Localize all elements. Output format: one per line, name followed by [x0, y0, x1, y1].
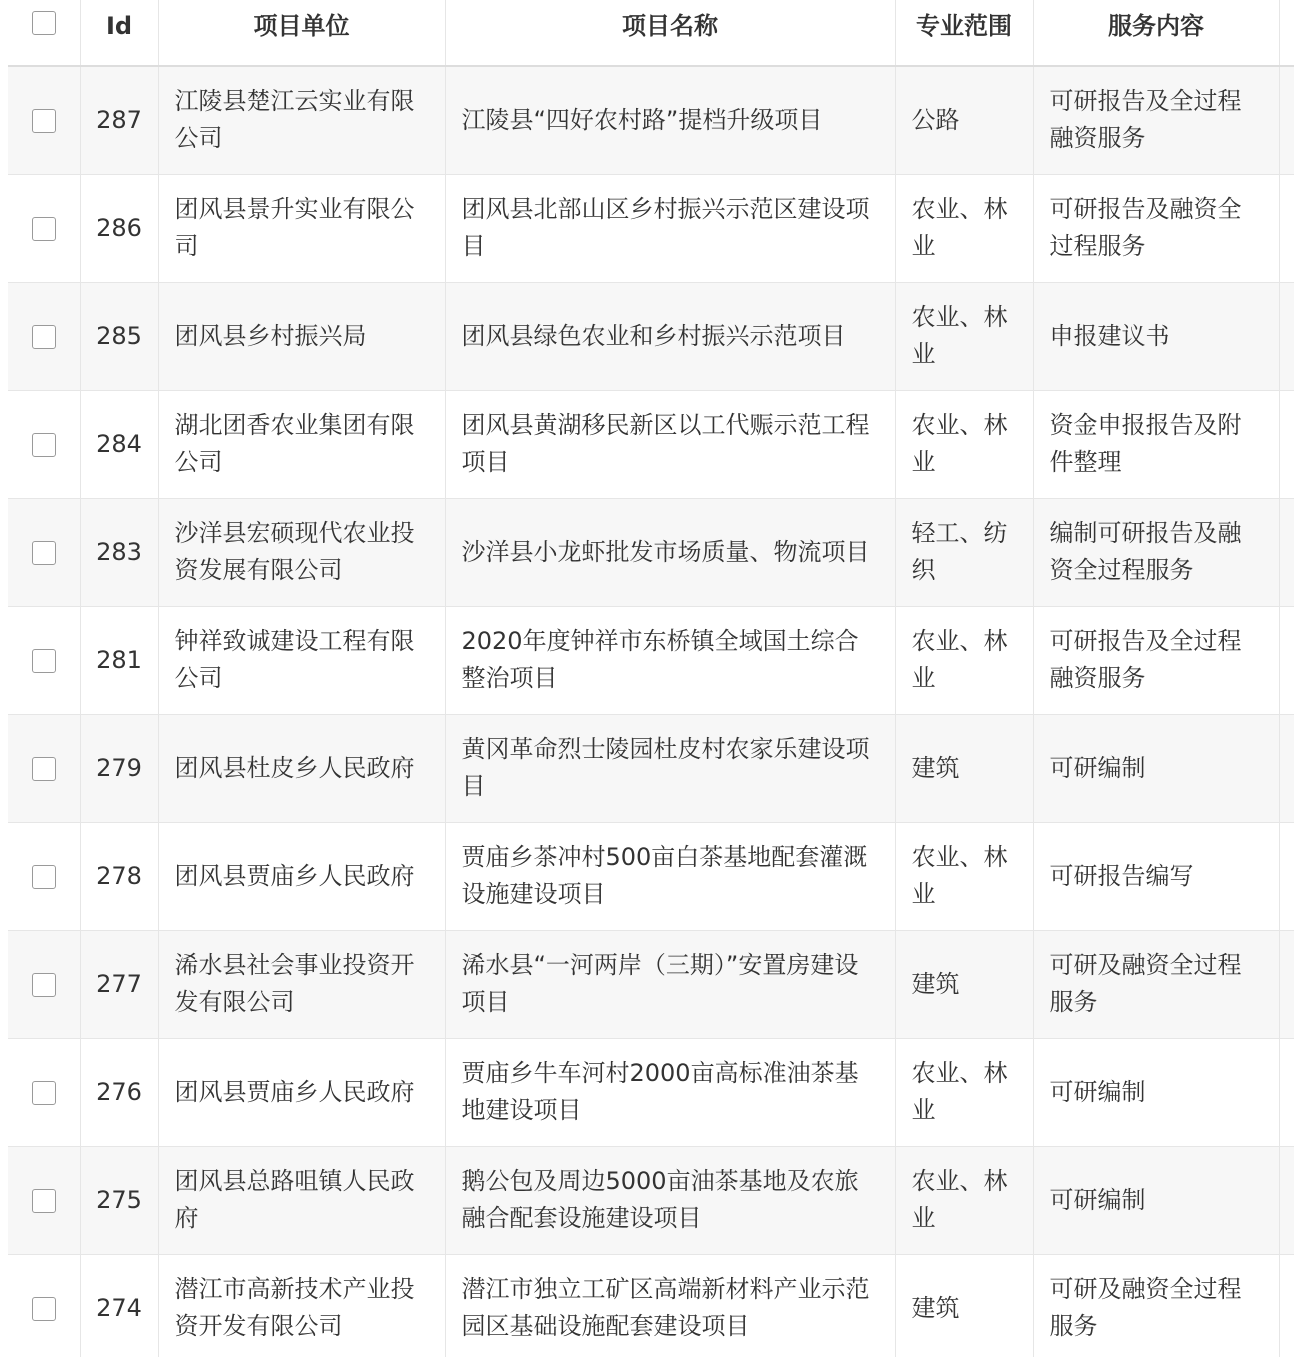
row-id: 285: [80, 282, 158, 390]
row-extra-cell: [1279, 930, 1294, 1038]
row-service: 可研及融资全过程服务: [1033, 930, 1279, 1038]
row-name: 江陵县“四好农村路”提档升级项目: [445, 66, 895, 174]
table-row[interactable]: [8, 174, 1294, 282]
row-extra-cell: [1279, 282, 1294, 390]
table-row[interactable]: [8, 1146, 1294, 1254]
row-scope: 农业、林业: [895, 282, 1033, 390]
row-select-cell: [8, 930, 80, 1038]
row-checkbox[interactable]: [32, 757, 56, 781]
row-select-cell: [8, 714, 80, 822]
row-extra-cell: [1279, 390, 1294, 498]
row-name: 2020年度钟祥市东桥镇全域国土综合整治项目: [445, 606, 895, 714]
row-scope: 农业、林业: [895, 822, 1033, 930]
row-id: 277: [80, 930, 158, 1038]
row-name: 浠水县“一河两岸（三期）”安置房建设项目: [445, 930, 895, 1038]
row-extra-cell: [1279, 822, 1294, 930]
row-extra-cell: [1279, 66, 1294, 174]
row-scope: 公路: [895, 66, 1033, 174]
row-unit: 钟祥致诚建设工程有限公司: [158, 606, 445, 714]
header-select-all-cell: [8, 0, 80, 66]
row-extra-cell: [1279, 714, 1294, 822]
table-row[interactable]: [8, 498, 1294, 606]
row-id: 276: [80, 1038, 158, 1146]
row-name: 团风县北部山区乡村振兴示范区建设项目: [445, 174, 895, 282]
project-table-container: [8, 0, 1294, 1357]
row-scope: 轻工、纺织: [895, 498, 1033, 606]
row-scope: 建筑: [895, 930, 1033, 1038]
row-select-cell: [8, 822, 80, 930]
row-checkbox[interactable]: [32, 1081, 56, 1105]
row-id: 281: [80, 606, 158, 714]
row-select-cell: [8, 606, 80, 714]
row-select-cell: [8, 174, 80, 282]
row-service: 可研编制: [1033, 714, 1279, 822]
row-scope: 农业、林业: [895, 174, 1033, 282]
row-unit: 团风县贾庙乡人民政府: [158, 822, 445, 930]
header-extra: [1279, 0, 1294, 66]
project-table: [8, 0, 1294, 1357]
row-extra-cell: [1279, 606, 1294, 714]
row-checkbox[interactable]: [32, 433, 56, 457]
row-id: 284: [80, 390, 158, 498]
row-checkbox[interactable]: [32, 109, 56, 133]
row-select-cell: [8, 1254, 80, 1357]
table-row[interactable]: [8, 822, 1294, 930]
row-scope: 建筑: [895, 714, 1033, 822]
row-extra-cell: [1279, 1038, 1294, 1146]
row-id: 274: [80, 1254, 158, 1357]
row-unit: 团风县总路咀镇人民政府: [158, 1146, 445, 1254]
row-unit: 江陵县楚江云实业有限公司: [158, 66, 445, 174]
row-name: 潜江市独立工矿区高端新材料产业示范园区基础设施配套建设项目: [445, 1254, 895, 1357]
row-unit: 浠水县社会事业投资开发有限公司: [158, 930, 445, 1038]
header-name[interactable]: 项目名称: [445, 0, 895, 66]
row-name: 贾庙乡牛车河村2000亩高标准油茶基地建设项目: [445, 1038, 895, 1146]
row-unit: 团风县杜皮乡人民政府: [158, 714, 445, 822]
row-service: 可研报告编写: [1033, 822, 1279, 930]
header-scope[interactable]: 专业范围: [895, 0, 1033, 66]
row-extra-cell: [1279, 1254, 1294, 1357]
row-unit: 团风县乡村振兴局: [158, 282, 445, 390]
row-service: 可研报告及全过程融资服务: [1033, 66, 1279, 174]
row-unit: 沙洋县宏硕现代农业投资发展有限公司: [158, 498, 445, 606]
row-name: 沙洋县小龙虾批发市场质量、物流项目: [445, 498, 895, 606]
row-select-cell: [8, 390, 80, 498]
row-select-cell: [8, 1146, 80, 1254]
table-row[interactable]: [8, 1038, 1294, 1146]
row-extra-cell: [1279, 174, 1294, 282]
row-checkbox[interactable]: [32, 973, 56, 997]
row-scope: 农业、林业: [895, 606, 1033, 714]
row-checkbox[interactable]: [32, 217, 56, 241]
row-name: 贾庙乡茶冲村500亩白茶基地配套灌溉设施建设项目: [445, 822, 895, 930]
header-unit[interactable]: 项目单位: [158, 0, 445, 66]
table-row[interactable]: [8, 282, 1294, 390]
row-service: 申报建议书: [1033, 282, 1279, 390]
select-all-checkbox[interactable]: [32, 11, 56, 35]
table-row[interactable]: [8, 66, 1294, 174]
row-unit: 潜江市高新技术产业投资开发有限公司: [158, 1254, 445, 1357]
row-checkbox[interactable]: [32, 325, 56, 349]
row-service: 资金申报报告及附件整理: [1033, 390, 1279, 498]
row-service: 可研报告及融资全过程服务: [1033, 174, 1279, 282]
row-id: 279: [80, 714, 158, 822]
row-id: 275: [80, 1146, 158, 1254]
row-id: 287: [80, 66, 158, 174]
table-row[interactable]: [8, 930, 1294, 1038]
row-id: 283: [80, 498, 158, 606]
row-scope: 农业、林业: [895, 1038, 1033, 1146]
table-row[interactable]: [8, 606, 1294, 714]
row-select-cell: [8, 1038, 80, 1146]
row-name: 团风县黄湖移民新区以工代赈示范工程项目: [445, 390, 895, 498]
table-body: [8, 66, 1294, 1357]
row-unit: 团风县贾庙乡人民政府: [158, 1038, 445, 1146]
row-select-cell: [8, 282, 80, 390]
row-service: 可研编制: [1033, 1146, 1279, 1254]
row-select-cell: [8, 498, 80, 606]
table-row[interactable]: [8, 390, 1294, 498]
row-service: 可研报告及全过程融资服务: [1033, 606, 1279, 714]
table-row[interactable]: [8, 1254, 1294, 1357]
row-id: 286: [80, 174, 158, 282]
row-scope: 农业、林业: [895, 1146, 1033, 1254]
table-header-row: [8, 0, 1294, 66]
row-name: 黄冈革命烈士陵园杜皮村农家乐建设项目: [445, 714, 895, 822]
row-extra-cell: [1279, 498, 1294, 606]
row-name: 团风县绿色农业和乡村振兴示范项目: [445, 282, 895, 390]
row-id: 278: [80, 822, 158, 930]
row-checkbox[interactable]: [32, 649, 56, 673]
header-id[interactable]: Id: [80, 0, 158, 66]
row-unit: 团风县景升实业有限公司: [158, 174, 445, 282]
row-checkbox[interactable]: [32, 541, 56, 565]
row-checkbox[interactable]: [32, 1297, 56, 1321]
row-scope: 农业、林业: [895, 390, 1033, 498]
row-service: 编制可研报告及融资全过程服务: [1033, 498, 1279, 606]
row-checkbox[interactable]: [32, 865, 56, 889]
header-service[interactable]: 服务内容: [1033, 0, 1279, 66]
table-row[interactable]: [8, 714, 1294, 822]
row-select-cell: [8, 66, 80, 174]
row-service: 可研及融资全过程服务: [1033, 1254, 1279, 1357]
row-name: 鹅公包及周边5000亩油茶基地及农旅融合配套设施建设项目: [445, 1146, 895, 1254]
row-service: 可研编制: [1033, 1038, 1279, 1146]
row-extra-cell: [1279, 1146, 1294, 1254]
row-checkbox[interactable]: [32, 1189, 56, 1213]
row-scope: 建筑: [895, 1254, 1033, 1357]
row-unit: 湖北团香农业集团有限公司: [158, 390, 445, 498]
